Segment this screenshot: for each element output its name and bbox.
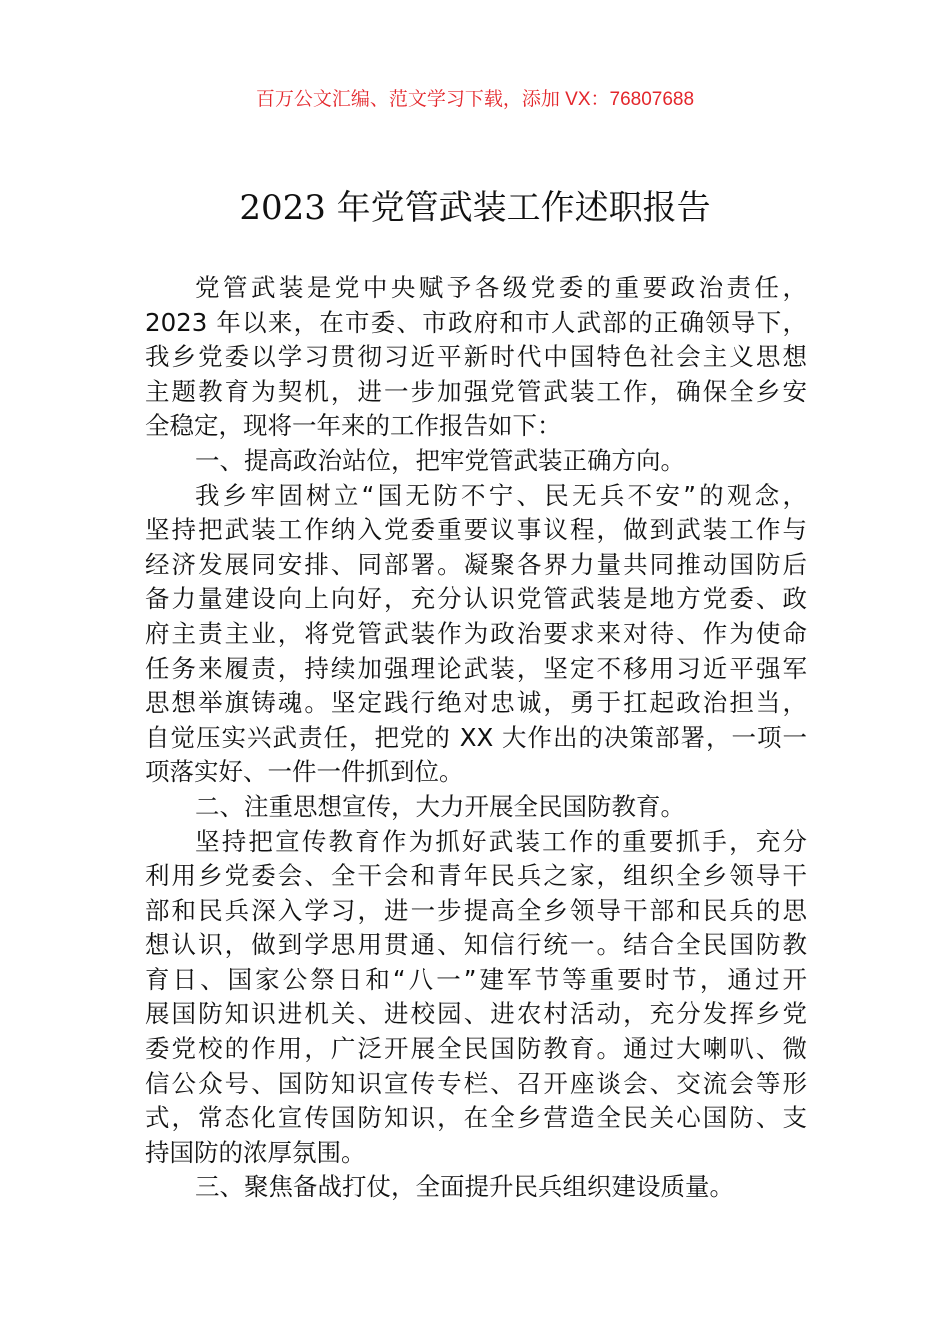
text-line: 全稳定，现将一年来的工作报告如下： — [145, 411, 562, 441]
text-line: 式，常态化宣传国防知识，在全乡营造全民关心国防、支 — [145, 1103, 807, 1133]
text-line: 展国防知识进机关、进校园、进农村活动，充分发挥乡党 — [145, 999, 807, 1029]
section-heading — [145, 444, 807, 479]
text-line: 备力量建设向上向好，充分认识党管武装是地方党委、政 — [145, 584, 807, 614]
text-line: 利用乡党委会、全干会和青年民兵之家，组织全乡领导干 — [145, 861, 807, 891]
text-line: 经济发展同安排、同部署。凝聚各界力量共同推动国防后 — [145, 549, 807, 579]
text-line: 府主责主业，将党管武装作为政治要求来对待、作为使命 — [145, 618, 807, 648]
text-line: 我乡党委以学习贯彻习近平新时代中国特色社会主义思想 — [145, 342, 807, 372]
text-line: 2023 年以来，在市委、市政府和市人武部的正确领导下， — [145, 307, 807, 337]
text-line: 委党校的作用，广泛开展全民国防教育。通过大喇叭、微 — [145, 1034, 807, 1064]
paragraph — [145, 479, 807, 790]
paragraph — [145, 825, 807, 1171]
text-line: 坚持把武装工作纳入党委重要议事议程，做到武装工作与 — [145, 515, 807, 545]
text-line: 想认识，做到学思用贯通、知信行统一。结合全民国防教 — [145, 930, 807, 960]
text-line: 项落实好、一件一件抓到位。 — [145, 757, 464, 787]
document-title: 2023 年党管武装工作述职报告 — [239, 188, 711, 228]
text-line: 三、聚焦备战打仗，全面提升民兵组织建设质量。 — [195, 1172, 734, 1202]
text-line: 坚持把宣传教育作为抓好武装工作的重要抓手，充分 — [195, 826, 807, 856]
watermark-banner: 百万公文汇编、范文学习下载，添加 VX：76807688 — [255, 89, 695, 110]
text-line: 任务来履责，持续加强理论武装，坚定不移用习近平强军 — [145, 653, 807, 683]
text-line: 育日、国家公祭日和“八一”建军节等重要时节，通过开 — [145, 964, 807, 994]
text-line: 主题教育为契机，进一步加强党管武装工作，确保全乡安 — [145, 376, 807, 406]
text-line: 持国防的浓厚氛围。 — [145, 1137, 366, 1167]
paragraph — [145, 271, 807, 444]
section-heading — [145, 1170, 807, 1205]
text-line: 党管武装是党中央赋予各级党委的重要政治责任， — [195, 273, 807, 302]
text-line: 思想举旗铸魂。坚定践行绝对忠诚，勇于扛起政治担当， — [145, 688, 807, 718]
text-line: 我乡牢固树立“国无防不宁、民无兵不安”的观念， — [195, 480, 807, 510]
text-line: 信公众号、国防知识宣传专栏、召开座谈会、交流会等形 — [145, 1068, 807, 1098]
text-line: 二、注重思想宣传，大力开展全民国防教育。 — [195, 791, 685, 821]
text-line: 一、提高政治站位，把牢党管武装正确方向。 — [195, 445, 685, 475]
text-line: 部和民兵深入学习，进一步提高全乡领导干部和民兵的思 — [145, 895, 807, 925]
document-body — [145, 271, 807, 1205]
text-line: 自觉压实兴武责任，把党的 XX 大作出的决策部署，一项一 — [145, 722, 807, 752]
section-heading — [145, 790, 807, 825]
